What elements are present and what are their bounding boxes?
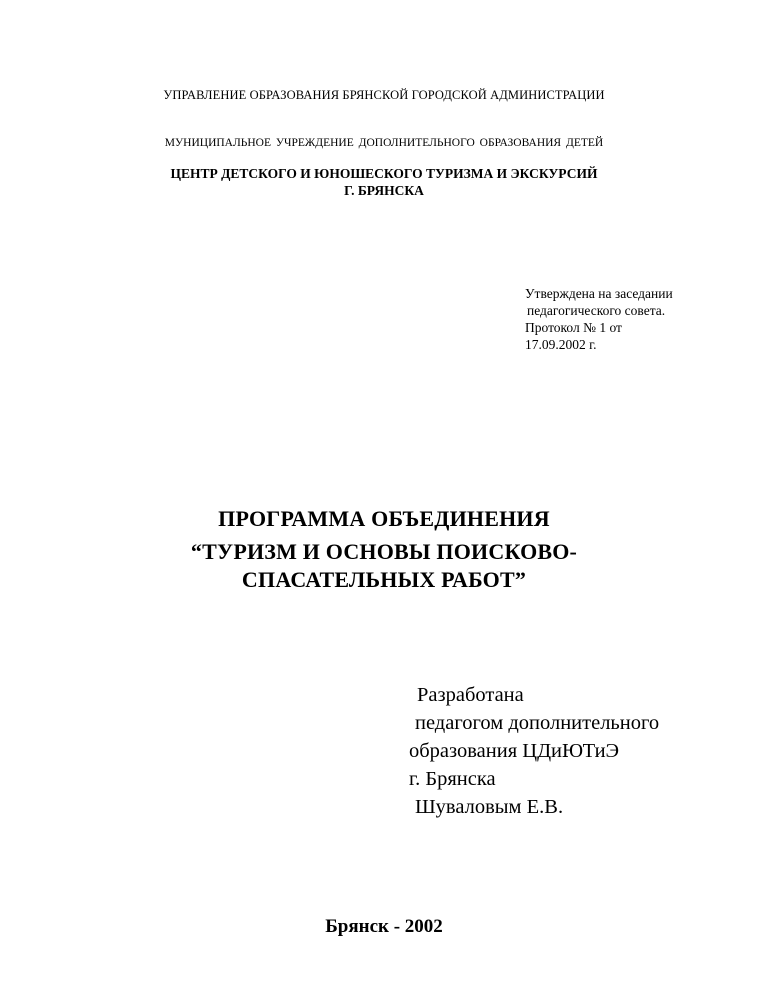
- developer-line-2: педагогом дополнительного: [415, 712, 660, 734]
- approval-line-1: Утверждена на заседании: [525, 286, 673, 301]
- developer-line-3: образования ЦДиЮТиЭ: [409, 740, 620, 762]
- approval-line-3: Протокол № 1 от: [525, 320, 622, 335]
- place-year-footer: Брянск - 2002: [325, 916, 443, 937]
- approval-line-2: педагогического совета.: [527, 303, 666, 318]
- developer-line-4: г. Брянска: [409, 768, 496, 790]
- approval-line-4: 17.09.2002 г.: [525, 337, 597, 352]
- city-heading: Г. БРЯНСКА: [344, 183, 424, 198]
- program-title-line-3: СПАСАТЕЛЬНЫХ РАБОТ”: [241, 567, 527, 592]
- program-title-line-1: ПРОГРАММА ОБЪЕДИНЕНИЯ: [218, 506, 550, 531]
- developer-line-1: Разработана: [417, 684, 524, 706]
- institution-header: МУНИЦИПАЛЬНОЕ УЧРЕЖДЕНИЕ ДОПОЛНИТЕЛЬНОГО ОБРАЗОВАНИЯ ДЕТЕЙ: [164, 137, 604, 149]
- administration-header: УПРАВЛЕНИЕ ОБРАЗОВАНИЯ БРЯНСКОЙ ГОРОДСКОЙ АДМИНИСТРАЦИИ: [163, 88, 605, 102]
- developer-line-5: Шуваловым Е.В.: [415, 796, 564, 818]
- program-title-line-2: “ТУРИЗМ И ОСНОВЫ ПОИСКОВО-: [190, 539, 578, 564]
- center-name-heading: ЦЕНТР ДЕТСКОГО И ЮНОШЕСКОГО ТУРИЗМА И ЭКСКУРСИЙ: [170, 166, 598, 181]
